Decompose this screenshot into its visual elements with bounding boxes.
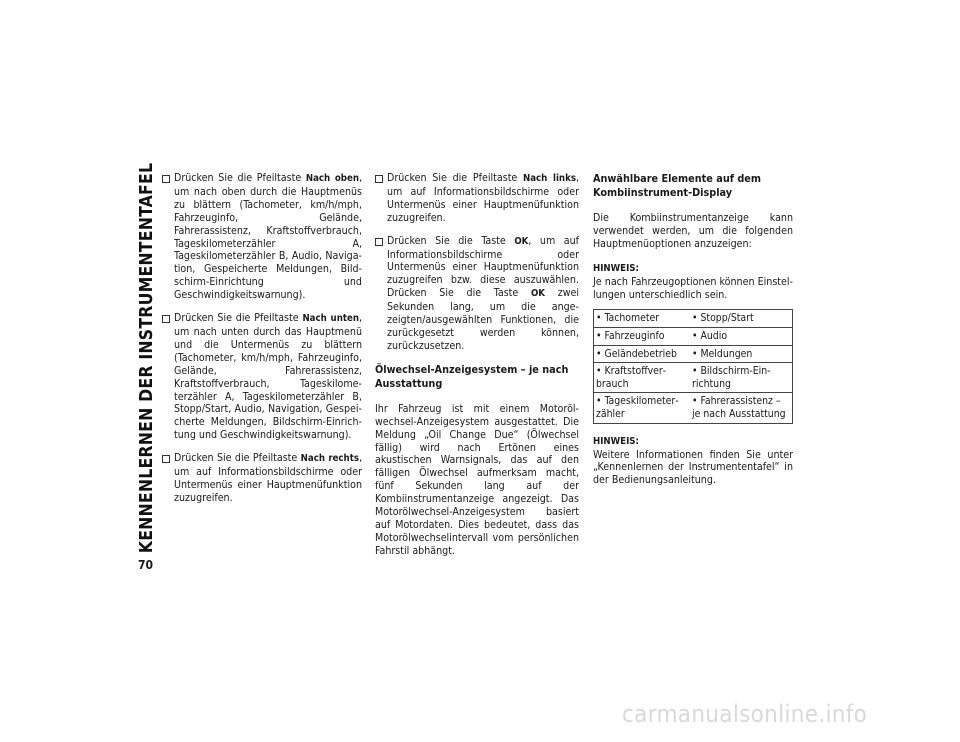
table-cell: • Kraftstoffverbrauch xyxy=(594,363,691,393)
table-row xyxy=(594,345,793,363)
key-label: Nach rechts xyxy=(300,453,359,465)
menu-options-table xyxy=(593,309,793,423)
key-label: Nach links xyxy=(523,173,576,184)
note-text: Weitere Informationen finden Sie unter „Kennenlernen der Instrumententafel“ in der Bedienungsanleitung. xyxy=(593,448,793,487)
checkbox-bullet-icon xyxy=(162,315,170,323)
bullet-item: Drücken Sie die Pfeiltaste Nach rechts, um auf Informationsbildschirme oder Untermenüs einer Hauptmenüfunktion zuzugreifen. xyxy=(162,452,362,505)
key-label: Nach unten xyxy=(302,313,359,325)
checkbox-bullet-icon xyxy=(162,175,170,183)
section-heading: Ölwechsel-Anzeigesystem – je nach Ausstattung xyxy=(375,362,569,390)
section-title xyxy=(130,162,164,554)
table-row xyxy=(594,363,793,393)
checkbox-bullet-icon xyxy=(162,455,170,463)
table-cell: • Meldungen xyxy=(690,345,793,363)
section-title-text: KENNENLERNEN DER INSTRUMENTENTAFEL xyxy=(137,162,157,554)
table-row xyxy=(594,328,793,346)
checkbox-bullet-icon xyxy=(375,238,383,246)
column-2 xyxy=(375,172,579,570)
section-heading: Anwählbare Elemente auf dem Kombiinstrument-Display xyxy=(593,172,762,199)
table-cell: • Audio xyxy=(690,328,793,346)
checkbox-bullet-icon xyxy=(375,175,383,183)
bullet-item: Drücken Sie die Pfeiltaste Nach unten, um nach unten durch das Hauptmenü und die Untermenüs zu blättern (Tachometer, km/h/mph, Fahrzeuginfo, Gelände, Fahrerassistenz, Kraftstoffverbrauch, Tageskilometerzähler A, Tageskilometerzähler B, Stopp/Start, Audio, Navigation, Gespeicherte Meldungen, Bildschirm-Einrichtung und Geschwindigkeitswarnung). xyxy=(162,312,362,442)
column-1 xyxy=(162,172,362,515)
note xyxy=(593,436,793,488)
bullet-item: Drücken Sie die Pfeiltaste Nach oben, um nach oben durch die Hauptmenüs zu blättern (Tachometer, km/h/mph, Fahrzeuginfo, Gelände, Fahrerassistenz, Kraftstoffverbrauch, Tageskilometerzähler A, Tageskilometerzähler B, Audio, Navigation, Gespeicherte Meldungen, Bildschirm-Einrichtung und Geschwindigkeitswarnung). xyxy=(162,172,362,302)
bullet-item: Drücken Sie die Taste OK, um auf Informationsbildschirme oder Untermenüs einer Hauptmenüfunktion zuzugreifen bzw. diese auszuwählen. Drücken Sie die Taste OK zwei Sekunden lang, um die angezeigten/ausgewählten Funktionen, die zurückgesetzt werden können, zurückzusetzen. xyxy=(375,235,579,353)
table-cell: • Stopp/Start xyxy=(690,310,793,328)
table-cell: • Tachometer xyxy=(594,310,691,328)
table-row xyxy=(594,393,793,423)
note xyxy=(593,263,793,302)
table-cell: • Geländebetrieb xyxy=(594,345,691,363)
body-paragraph: Ihr Fahrzeug ist mit einem Motorölwechsel-Anzeigesystem ausgestattet. Die Meldung „Oil Change Due“ (Ölwechsel fällig) wird nach Ertönen eines akustischen Warnsignals, das auf den fälligen Ölwechsel aufmerksam macht, fünf Sekunden lang auf der Kombiinstrumentanzeige angezeigt. Das Motorölwechsel-Anzeigesystem basiert auf Motordaten. Dies bedeutet, dass das Motorölwechselintervall vom persönlichen Fahrstil abhängt. xyxy=(375,402,579,557)
page-number: 70 xyxy=(138,558,154,572)
key-label: Nach oben xyxy=(305,173,359,184)
note-text: Je nach Fahrzeugoptionen können Einstellungen unterschiedlich sein. xyxy=(593,275,793,301)
table-cell: • Tageskilometerzähler xyxy=(594,393,691,423)
table-cell: • Fahrzeuginfo xyxy=(594,328,691,346)
key-label: OK xyxy=(514,235,529,247)
bullet-item: Drücken Sie die Pfeiltaste Nach links, um auf Informationsbildschirme oder Untermenüs einer Hauptmenüfunktion zuzugreifen. xyxy=(375,172,579,225)
key-label: OK xyxy=(530,288,545,300)
table-cell: • Fahrerassistenz – je nach Ausstattung xyxy=(690,393,793,423)
column-3 xyxy=(593,172,793,499)
table-cell: • Bildschirm-Einrichtung xyxy=(690,363,793,393)
body-paragraph: Die Kombiinstrumentanzeige kann verwendet werden, um die folgenden Hauptmenüoptionen anzuzeigen: xyxy=(593,212,793,250)
watermark: carmanualsonline.info xyxy=(622,700,868,728)
note-label: HINWEIS: xyxy=(593,262,639,274)
table-row xyxy=(594,310,793,328)
note-label: HINWEIS: xyxy=(593,435,639,447)
